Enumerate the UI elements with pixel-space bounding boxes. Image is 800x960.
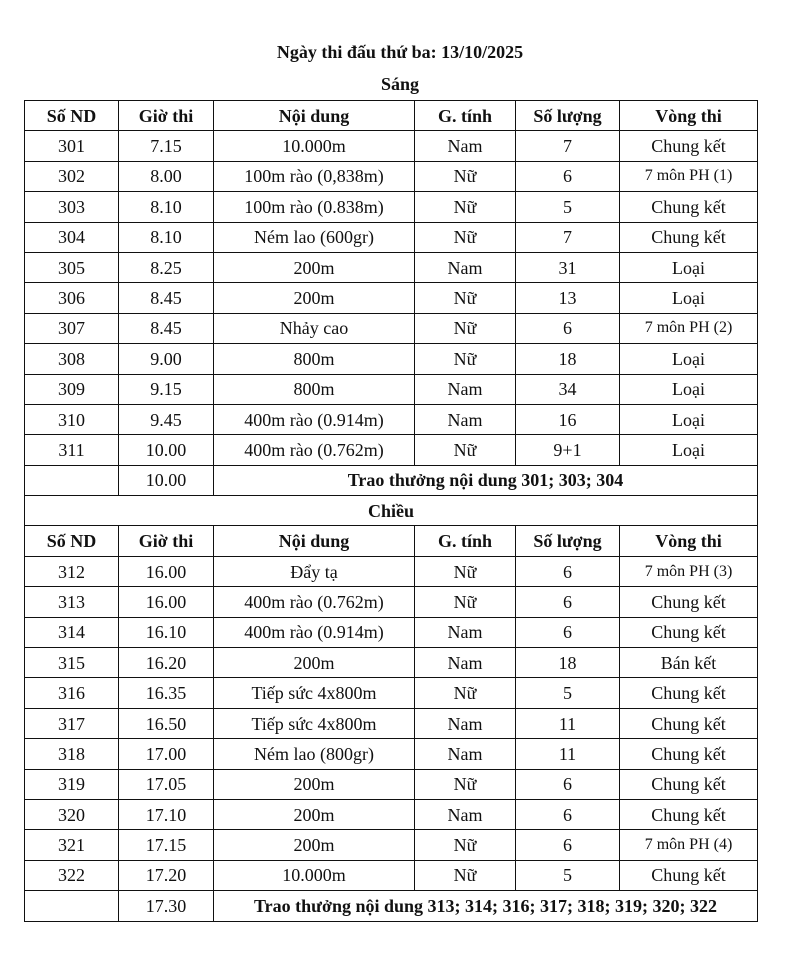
event-gender: Nam: [415, 648, 516, 678]
event-gender: Nữ: [415, 556, 516, 586]
event-gender: Nữ: [415, 222, 516, 252]
event-name: 200m: [214, 769, 415, 799]
event-time: 16.50: [119, 708, 214, 738]
event-count: 34: [516, 374, 620, 404]
event-time: 17.20: [119, 860, 214, 890]
header-row-afternoon: [25, 526, 758, 556]
event-name: 10.000m: [214, 131, 415, 161]
event-number: 321: [25, 830, 119, 860]
event-time: 8.10: [119, 222, 214, 252]
event-number: 310: [25, 404, 119, 434]
event-count: 18: [516, 344, 620, 374]
table-row: [25, 860, 758, 890]
event-round: Loại: [620, 374, 758, 404]
event-number: 314: [25, 617, 119, 647]
event-round: Chung kết: [620, 799, 758, 829]
event-time: 16.00: [119, 587, 214, 617]
event-name: 10.000m: [214, 860, 415, 890]
table-row: [25, 192, 758, 222]
table-row: [25, 739, 758, 769]
table-row: [25, 344, 758, 374]
event-name: 400m rào (0.914m): [214, 617, 415, 647]
table-row: [25, 556, 758, 586]
event-count: 6: [516, 769, 620, 799]
event-round: Loại: [620, 404, 758, 434]
event-gender: Nữ: [415, 344, 516, 374]
event-count: 6: [516, 161, 620, 191]
event-count: 16: [516, 404, 620, 434]
event-number: 307: [25, 313, 119, 343]
page-title: Ngày thi đấu thứ ba: 13/10/2025: [276, 42, 524, 62]
event-time: 9.15: [119, 374, 214, 404]
event-count: 5: [516, 678, 620, 708]
event-gender: Nam: [415, 617, 516, 647]
event-name: 800m: [214, 344, 415, 374]
event-gender: Nam: [415, 252, 516, 282]
event-name: 400m rào (0.762m): [214, 435, 415, 465]
event-gender: Nam: [415, 708, 516, 738]
event-count: 6: [516, 799, 620, 829]
header-gio-thi: Giờ thi: [119, 101, 214, 131]
event-count: 31: [516, 252, 620, 282]
event-name: Nhảy cao: [214, 313, 415, 343]
table-row: [25, 404, 758, 434]
event-gender: Nữ: [415, 435, 516, 465]
event-time: 9.45: [119, 404, 214, 434]
header-vong-thi: Vòng thi: [620, 101, 758, 131]
event-round: Chung kết: [620, 860, 758, 890]
event-number: 309: [25, 374, 119, 404]
header-vong-thi: Vòng thi: [620, 526, 758, 556]
event-number: 302: [25, 161, 119, 191]
table-row: [25, 648, 758, 678]
event-name: 800m: [214, 374, 415, 404]
award-time: 17.30: [119, 891, 214, 921]
event-count: 11: [516, 739, 620, 769]
event-round: Loại: [620, 283, 758, 313]
session-title-morning: Sáng: [380, 74, 420, 94]
event-name: Tiếp sức 4x800m: [214, 708, 415, 738]
table-row: [25, 313, 758, 343]
event-number: 304: [25, 222, 119, 252]
header-gio-thi: Giờ thi: [119, 526, 214, 556]
event-number: 311: [25, 435, 119, 465]
event-gender: Nam: [415, 404, 516, 434]
header-so-luong: Số lượng: [516, 526, 620, 556]
event-number: 316: [25, 678, 119, 708]
event-number: 322: [25, 860, 119, 890]
table-row: [25, 617, 758, 647]
event-round: Chung kết: [620, 222, 758, 252]
award-empty-cell: [25, 891, 119, 921]
event-name: 400m rào (0.762m): [214, 587, 415, 617]
event-round: 7 môn PH (1): [620, 161, 758, 191]
event-gender: Nữ: [415, 769, 516, 799]
award-empty-cell: [25, 465, 119, 495]
header-so-nd: Số ND: [25, 526, 119, 556]
event-name: 200m: [214, 648, 415, 678]
event-count: 7: [516, 222, 620, 252]
header-so-luong: Số lượng: [516, 101, 620, 131]
event-round: Chung kết: [620, 587, 758, 617]
event-number: 317: [25, 708, 119, 738]
event-gender: Nam: [415, 739, 516, 769]
event-number: 312: [25, 556, 119, 586]
header-so-nd: Số ND: [25, 101, 119, 131]
event-count: 6: [516, 617, 620, 647]
event-gender: Nam: [415, 374, 516, 404]
event-gender: Nữ: [415, 283, 516, 313]
award-row-afternoon: [25, 891, 758, 921]
event-gender: Nữ: [415, 192, 516, 222]
event-time: 17.10: [119, 799, 214, 829]
header-gioi-tinh: G. tính: [415, 526, 516, 556]
event-number: 305: [25, 252, 119, 282]
session-title-afternoon: Chiều: [25, 496, 758, 526]
event-round: Chung kết: [620, 192, 758, 222]
event-time: 8.45: [119, 313, 214, 343]
event-number: 306: [25, 283, 119, 313]
table-row: [25, 131, 758, 161]
event-name: 200m: [214, 830, 415, 860]
event-gender: Nam: [415, 131, 516, 161]
header-gioi-tinh: G. tính: [415, 101, 516, 131]
event-count: 9+1: [516, 435, 620, 465]
event-round: 7 môn PH (2): [620, 313, 758, 343]
event-gender: Nữ: [415, 313, 516, 343]
event-time: 16.10: [119, 617, 214, 647]
table-row: [25, 830, 758, 860]
event-time: 16.35: [119, 678, 214, 708]
event-name: 200m: [214, 799, 415, 829]
event-round: 7 môn PH (4): [620, 830, 758, 860]
event-gender: Nữ: [415, 860, 516, 890]
event-round: Chung kết: [620, 739, 758, 769]
event-number: 315: [25, 648, 119, 678]
event-round: Chung kết: [620, 617, 758, 647]
award-row-morning: [25, 465, 758, 495]
event-round: Bán kết: [620, 648, 758, 678]
event-time: 8.25: [119, 252, 214, 282]
schedule-table: [24, 100, 758, 922]
event-count: 6: [516, 313, 620, 343]
event-round: 7 môn PH (3): [620, 556, 758, 586]
event-gender: Nữ: [415, 678, 516, 708]
event-name: Đẩy tạ: [214, 556, 415, 586]
event-time: 16.00: [119, 556, 214, 586]
event-gender: Nữ: [415, 830, 516, 860]
schedule-body: [25, 101, 758, 922]
event-round: Loại: [620, 252, 758, 282]
table-row: [25, 678, 758, 708]
event-name: 200m: [214, 252, 415, 282]
event-count: 7: [516, 131, 620, 161]
event-count: 6: [516, 830, 620, 860]
event-number: 301: [25, 131, 119, 161]
table-row: [25, 283, 758, 313]
event-round: Chung kết: [620, 678, 758, 708]
event-time: 17.00: [119, 739, 214, 769]
table-row: [25, 161, 758, 191]
event-number: 313: [25, 587, 119, 617]
table-row: [25, 799, 758, 829]
event-number: 320: [25, 799, 119, 829]
session-row-afternoon: [25, 496, 758, 526]
event-gender: Nữ: [415, 161, 516, 191]
event-number: 303: [25, 192, 119, 222]
table-row: [25, 587, 758, 617]
event-time: 17.05: [119, 769, 214, 799]
award-text: Trao thưởng nội dung 301; 303; 304: [214, 465, 758, 495]
event-round: Chung kết: [620, 708, 758, 738]
event-name: Tiếp sức 4x800m: [214, 678, 415, 708]
table-row: [25, 374, 758, 404]
event-number: 318: [25, 739, 119, 769]
event-number: 308: [25, 344, 119, 374]
table-row: [25, 252, 758, 282]
event-time: 8.10: [119, 192, 214, 222]
event-count: 11: [516, 708, 620, 738]
table-row: [25, 222, 758, 252]
table-row: [25, 769, 758, 799]
award-time: 10.00: [119, 465, 214, 495]
event-round: Chung kết: [620, 769, 758, 799]
event-round: Loại: [620, 344, 758, 374]
event-count: 6: [516, 556, 620, 586]
event-number: 319: [25, 769, 119, 799]
event-time: 16.20: [119, 648, 214, 678]
event-count: 18: [516, 648, 620, 678]
event-name: 100m rào (0,838m): [214, 161, 415, 191]
event-gender: Nam: [415, 799, 516, 829]
event-count: 5: [516, 860, 620, 890]
event-name: Ném lao (600gr): [214, 222, 415, 252]
header-noi-dung: Nội dung: [214, 101, 415, 131]
event-count: 6: [516, 587, 620, 617]
event-gender: Nữ: [415, 587, 516, 617]
event-name: 200m: [214, 283, 415, 313]
event-name: 400m rào (0.914m): [214, 404, 415, 434]
event-time: 8.00: [119, 161, 214, 191]
event-time: 10.00: [119, 435, 214, 465]
event-time: 9.00: [119, 344, 214, 374]
header-row-morning: [25, 101, 758, 131]
table-row: [25, 708, 758, 738]
event-round: Loại: [620, 435, 758, 465]
event-time: 17.15: [119, 830, 214, 860]
event-time: 7.15: [119, 131, 214, 161]
table-row: [25, 435, 758, 465]
event-time: 8.45: [119, 283, 214, 313]
award-text: Trao thưởng nội dung 313; 314; 316; 317; 318; 319; 320; 322: [214, 891, 758, 921]
event-count: 13: [516, 283, 620, 313]
header-noi-dung: Nội dung: [214, 526, 415, 556]
event-round: Chung kết: [620, 131, 758, 161]
event-count: 5: [516, 192, 620, 222]
event-name: 100m rào (0.838m): [214, 192, 415, 222]
event-name: Ném lao (800gr): [214, 739, 415, 769]
